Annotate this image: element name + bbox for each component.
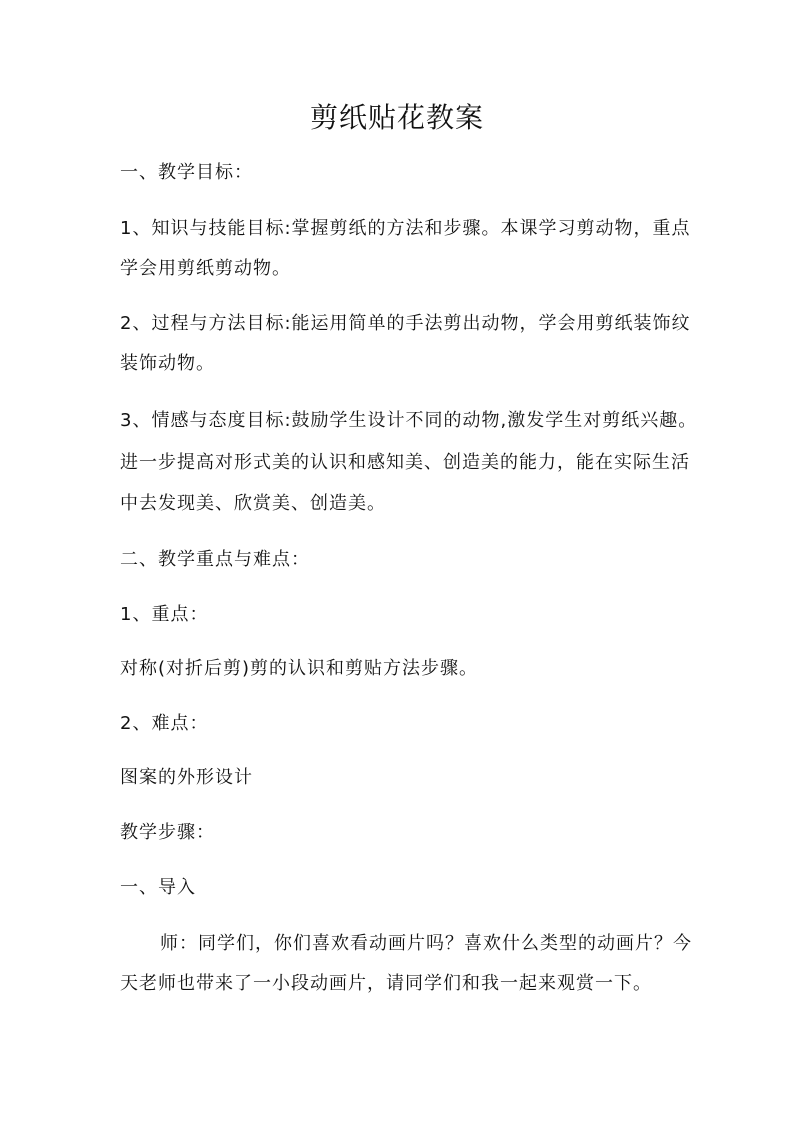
paragraph-line: 进一步提高对形式美的认识和感知美、创造美的能力，能在实际生活	[120, 452, 690, 473]
paragraph-line: 学会用剪纸剪动物。	[120, 258, 291, 279]
subheading-difficulty: 2、难点：	[120, 713, 209, 734]
paragraph-line: 1、知识与技能目标:掌握剪纸的方法和步骤。本课学习剪动物，重点	[120, 218, 691, 239]
document-title: 剪纸贴花教案	[309, 101, 484, 134]
paragraph-line: 2、过程与方法目标:能运用简单的手法剪出动物，学会用剪纸装饰纹	[120, 313, 691, 334]
section-heading-steps: 教学步骤：	[120, 822, 215, 843]
subheading-key-point: 1、重点：	[120, 604, 209, 625]
paragraph-line: 中去发现美、欣赏美、创造美。	[120, 493, 386, 514]
paragraph-line: 3、情感与态度目标:鼓励学生设计不同的动物,激发学生对剪纸兴趣。	[120, 410, 698, 431]
paragraph-line: 对称(对折后剪)剪的认识和剪贴方法步骤。	[120, 658, 479, 679]
paragraph-line: 装饰动物。	[120, 353, 215, 374]
paragraph-line: 师：同学们，你们喜欢看动画片吗？喜欢什么类型的动画片？今	[160, 933, 692, 954]
section-heading-key-points: 二、教学重点与难点：	[120, 549, 310, 570]
paragraph-line: 天老师也带来了一小段动画片，请同学们和我一起来观赏一下。	[120, 973, 652, 994]
section-heading-objectives: 一、教学目标：	[120, 162, 253, 183]
subheading-introduction: 一、导入	[120, 877, 196, 898]
paragraph-line: 图案的外形设计	[120, 767, 253, 788]
